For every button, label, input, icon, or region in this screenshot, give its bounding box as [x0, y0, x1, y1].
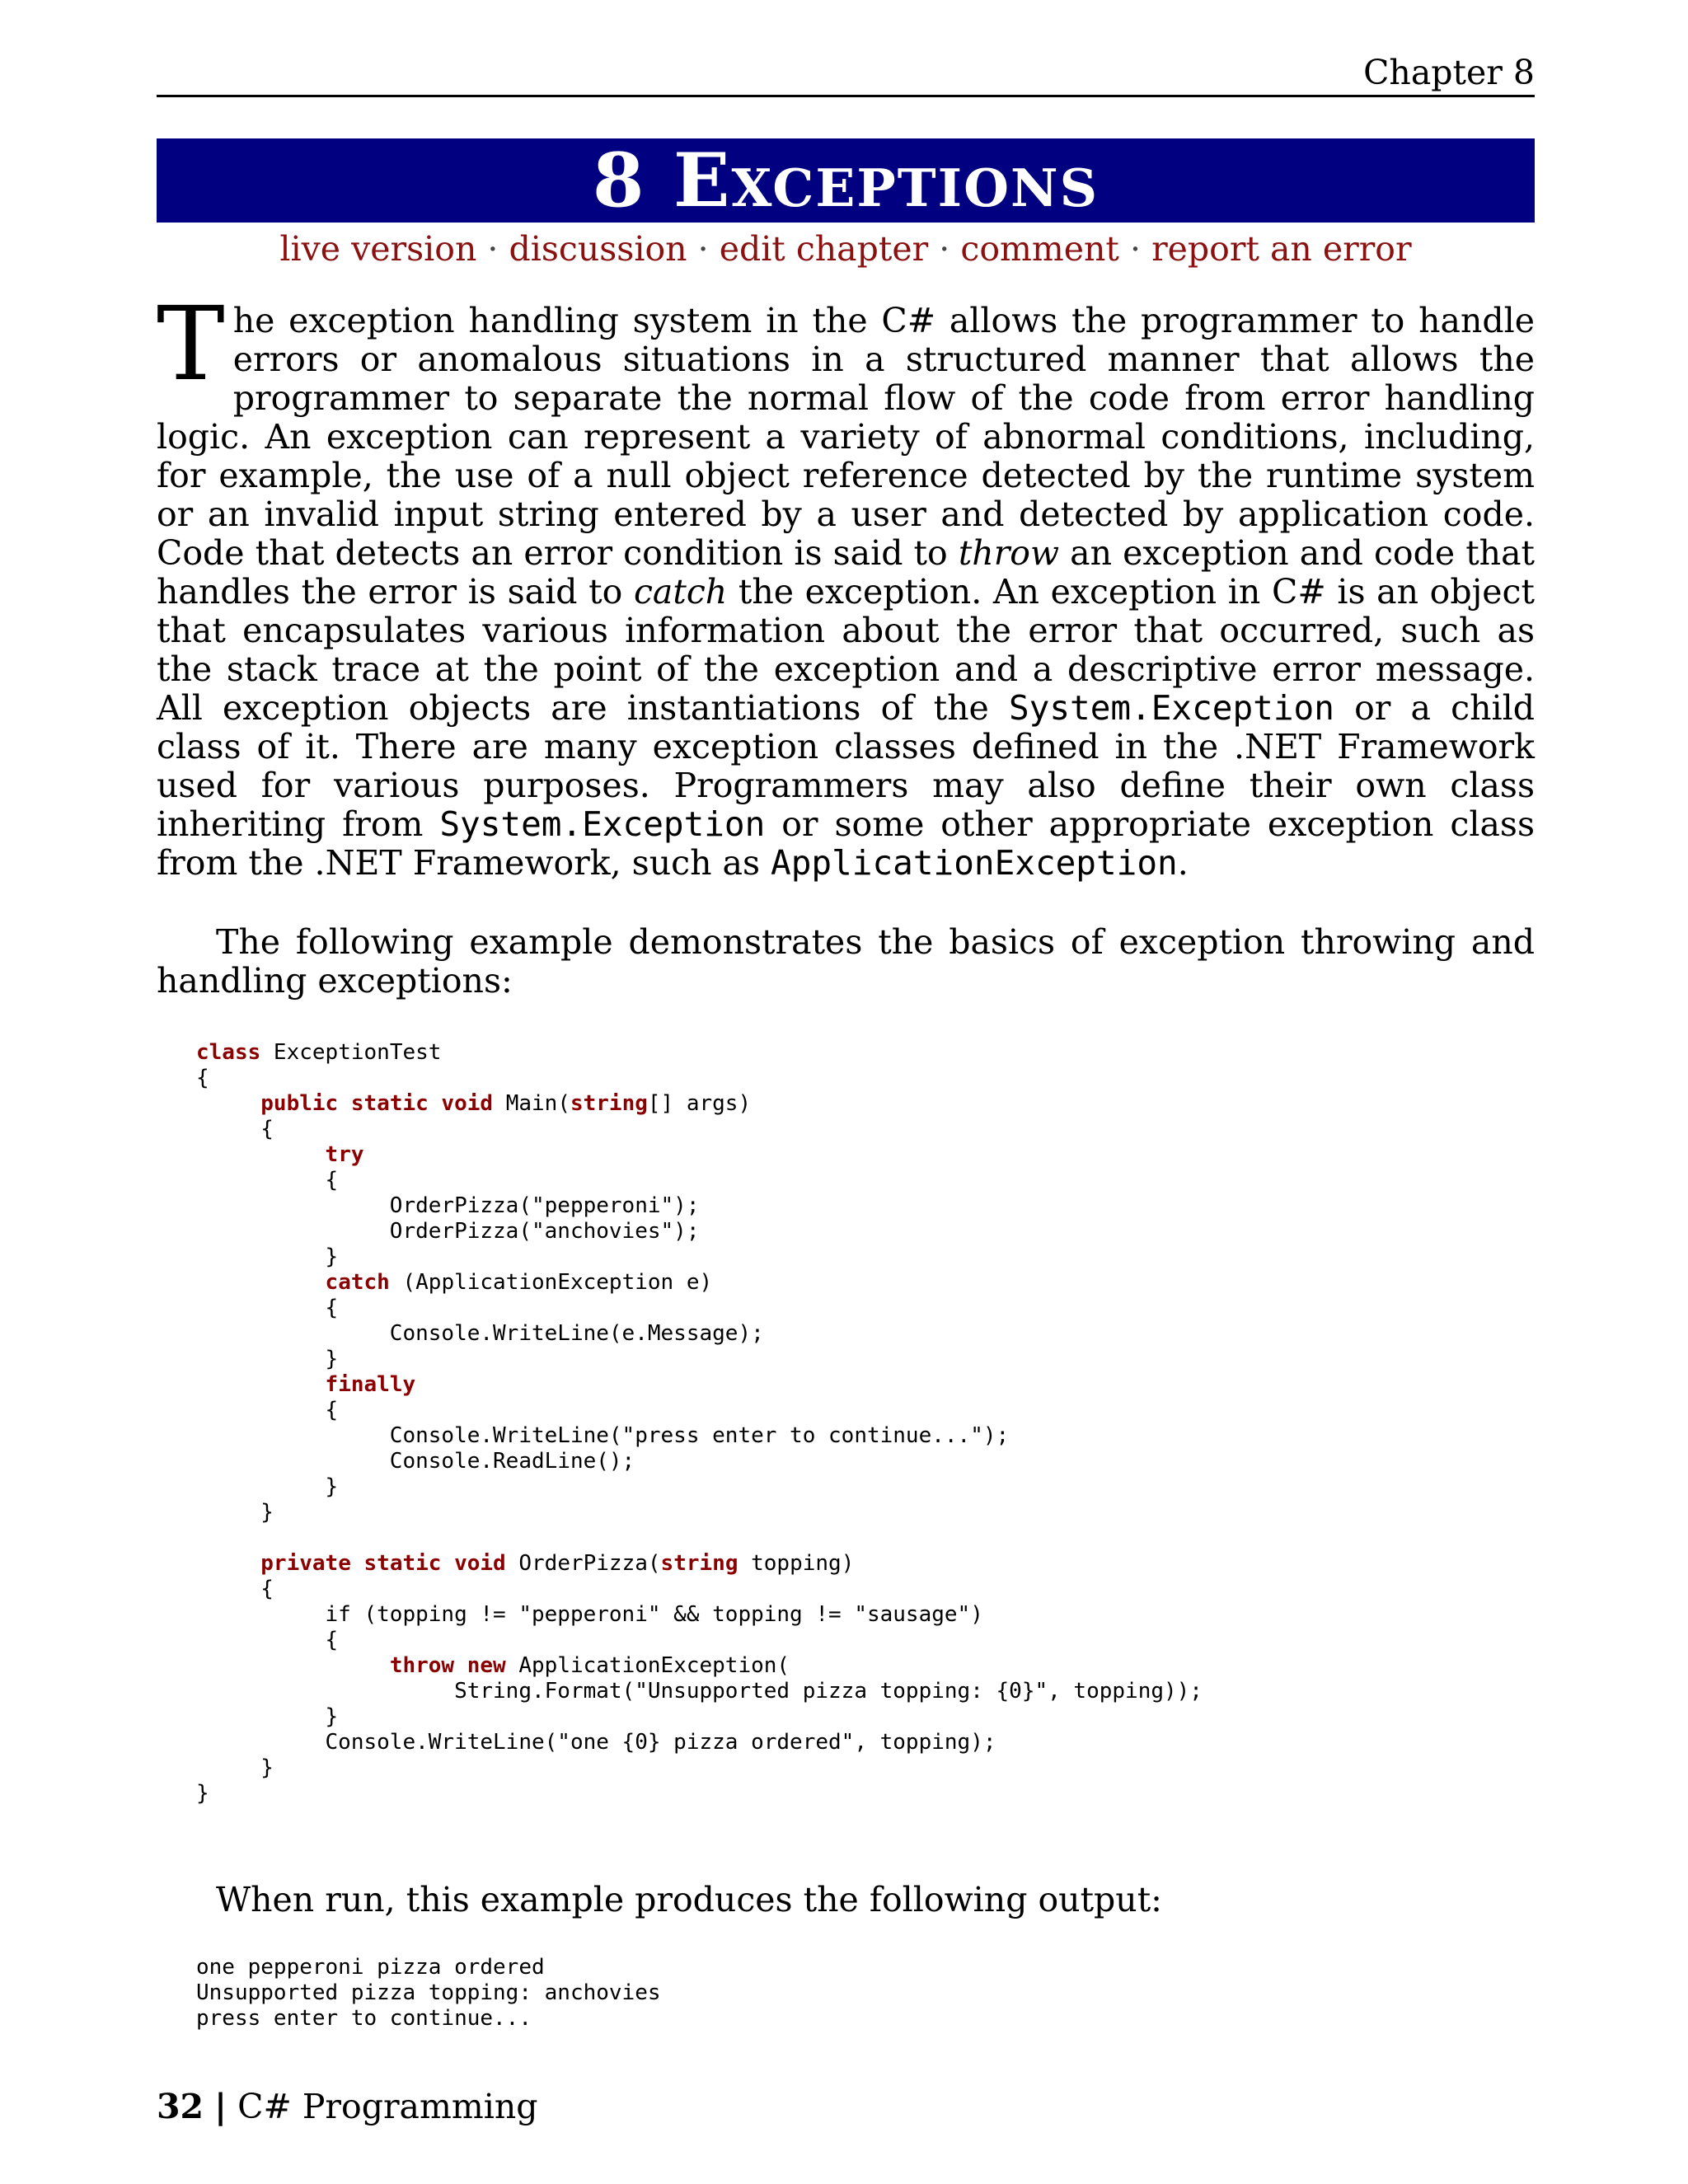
code-text: } [196, 1347, 339, 1371]
link-separator: · [939, 229, 950, 269]
code-text: ExceptionTest [260, 1040, 442, 1065]
inline-code: System.Exception [1008, 688, 1334, 728]
footer-separator: | [214, 2087, 227, 2126]
code-line [196, 1704, 338, 1729]
code-line [196, 1628, 338, 1652]
code-text: Console.WriteLine("press enter to continue..."); [196, 1423, 1010, 1448]
emphasis-throw: throw [958, 533, 1060, 573]
code-keyword: catch [325, 1270, 390, 1295]
code-text [196, 1653, 390, 1678]
code-text: OrderPizza( [505, 1551, 661, 1576]
page-number: 32 [157, 2087, 204, 2126]
code-line [196, 1679, 1203, 1704]
code-keyword: throw new [389, 1653, 506, 1678]
intro-text: . [1177, 843, 1189, 883]
code-text: if (topping != "pepperoni" && topping != "sausage") [196, 1602, 983, 1627]
code-line [196, 1372, 415, 1397]
code-text: } [196, 1500, 274, 1525]
code-line [196, 1091, 751, 1116]
code-text: (ApplicationException e) [389, 1270, 713, 1295]
inline-code: System.Exception [439, 804, 766, 844]
code-text: Console.WriteLine("one {0} pizza ordered", topping); [196, 1730, 996, 1755]
code-text [196, 1142, 326, 1167]
code-line [196, 1398, 338, 1422]
code-line [196, 1730, 996, 1755]
code-line [196, 1551, 854, 1576]
code-line [196, 1219, 699, 1244]
header-rule [157, 95, 1535, 97]
output-line: press enter to continue... [196, 2006, 532, 2031]
code-line [196, 1474, 338, 1499]
code-text: ApplicationException( [505, 1653, 790, 1678]
code-line [196, 1449, 635, 1474]
code-keyword: class [196, 1040, 261, 1065]
code-keyword: string [570, 1091, 648, 1116]
code-text: } [196, 1781, 209, 1806]
drop-cap: T [157, 285, 225, 404]
intro-text: or a child class of it. There are many exception classes defined in the .NET Framework used for various purposes. Programmers may also define their own class inheriting from [157, 688, 1536, 844]
code-text: Main( [493, 1091, 570, 1116]
example-intro-paragraph: The following example demonstrates the basics of exception throwing and handling exceptions: [157, 922, 1535, 1001]
code-line [196, 1781, 209, 1806]
code-line [196, 1577, 274, 1601]
program-output [196, 1955, 661, 2032]
code-keyword: public static void [260, 1091, 494, 1116]
chapter-title-banner [157, 138, 1535, 223]
code-line [196, 1296, 338, 1320]
emphasis-catch: catch [633, 572, 728, 612]
code-keyword: finally [325, 1372, 416, 1397]
code-text: { [196, 1628, 339, 1652]
link-live-version[interactable]: live version [279, 229, 477, 269]
code-text: OrderPizza("pepperoni"); [196, 1193, 700, 1218]
code-keyword: string [660, 1551, 738, 1576]
code-keyword: private static void [260, 1551, 506, 1576]
intro-text: or some other appropriate exception class from the .NET Framework, such as [157, 804, 1535, 883]
code-text: { [196, 1117, 274, 1141]
code-text: topping) [738, 1551, 855, 1576]
code-line [196, 1423, 1009, 1448]
code-text: { [196, 1577, 274, 1601]
intro-text: he exception handling system in the C# allows the programmer to handle errors or anomalous situations in a structured manner that allows the programmer to separate the normal flow of the code from error handling logic. An exception can represent a variety of abnormal conditions, including, for example, the use of a null object reference detected by the runtime system or an invalid input string entered by a user and detected by application code. Code that detects an error condition is said to [157, 301, 1535, 573]
chapter-links [157, 227, 1535, 271]
code-text [196, 1270, 326, 1295]
chapter-number: 8 [592, 137, 646, 224]
link-discussion[interactable]: discussion [509, 229, 687, 269]
output-line: Unsupported pizza topping: anchovies [196, 1980, 661, 2005]
code-text: Console.ReadLine(); [196, 1449, 635, 1474]
code-text [196, 1551, 260, 1576]
link-edit-chapter[interactable]: edit chapter [719, 229, 929, 269]
intro-paragraph [157, 285, 1536, 883]
page-footer [157, 2087, 538, 2126]
code-text: [] args) [647, 1091, 752, 1116]
intro-text: an exception and code that handles the error is said to [157, 533, 1535, 612]
link-separator: · [487, 229, 499, 269]
code-line [196, 1270, 712, 1295]
document-page [157, 0, 1535, 2184]
code-line [196, 1117, 274, 1141]
code-line [196, 1500, 274, 1525]
code-text: { [196, 1168, 339, 1193]
code-text: OrderPizza("anchovies"); [196, 1219, 700, 1244]
code-text: } [196, 1244, 339, 1269]
code-line [196, 1755, 274, 1780]
code-line [196, 1244, 338, 1269]
code-example [196, 1040, 1203, 1807]
code-text: } [196, 1755, 274, 1780]
link-separator: · [697, 229, 709, 269]
code-text: { [196, 1296, 339, 1320]
code-line [196, 1321, 764, 1346]
code-text [196, 1372, 326, 1397]
inline-code: ApplicationException [771, 843, 1178, 883]
code-line [196, 1653, 790, 1678]
code-line [196, 1347, 338, 1371]
link-report-error[interactable]: report an error [1151, 229, 1412, 269]
code-keyword: try [325, 1142, 364, 1167]
code-text: Console.WriteLine(e.Message); [196, 1321, 764, 1346]
code-text: { [196, 1066, 209, 1090]
running-header: Chapter 8 [1363, 53, 1535, 92]
link-comment[interactable]: comment [960, 229, 1119, 269]
book-title: C# Programming [237, 2087, 538, 2126]
code-text [196, 1091, 260, 1116]
chapter-title: Exceptions [673, 137, 1100, 224]
code-line [196, 1602, 983, 1627]
output-intro-paragraph: When run, this example produces the following output: [216, 1880, 1162, 1919]
code-line [196, 1040, 441, 1065]
code-line [196, 1066, 209, 1090]
code-line [196, 1193, 699, 1218]
intro-text: the exception. An exception in C# is an object that encapsulates various information about the error that occurred, such as the stack trace at the point of the exception and a descriptive error message. All exception objects are instantiations of the [157, 572, 1535, 728]
output-line: one pepperoni pizza ordered [196, 1955, 545, 1980]
code-line [196, 1142, 364, 1167]
code-text: String.Format("Unsupported pizza topping: {0}", topping)); [196, 1679, 1203, 1704]
code-text: } [196, 1704, 339, 1729]
code-line [196, 1168, 338, 1193]
link-separator: · [1129, 229, 1142, 269]
code-text: } [196, 1474, 339, 1499]
code-text: { [196, 1398, 339, 1422]
